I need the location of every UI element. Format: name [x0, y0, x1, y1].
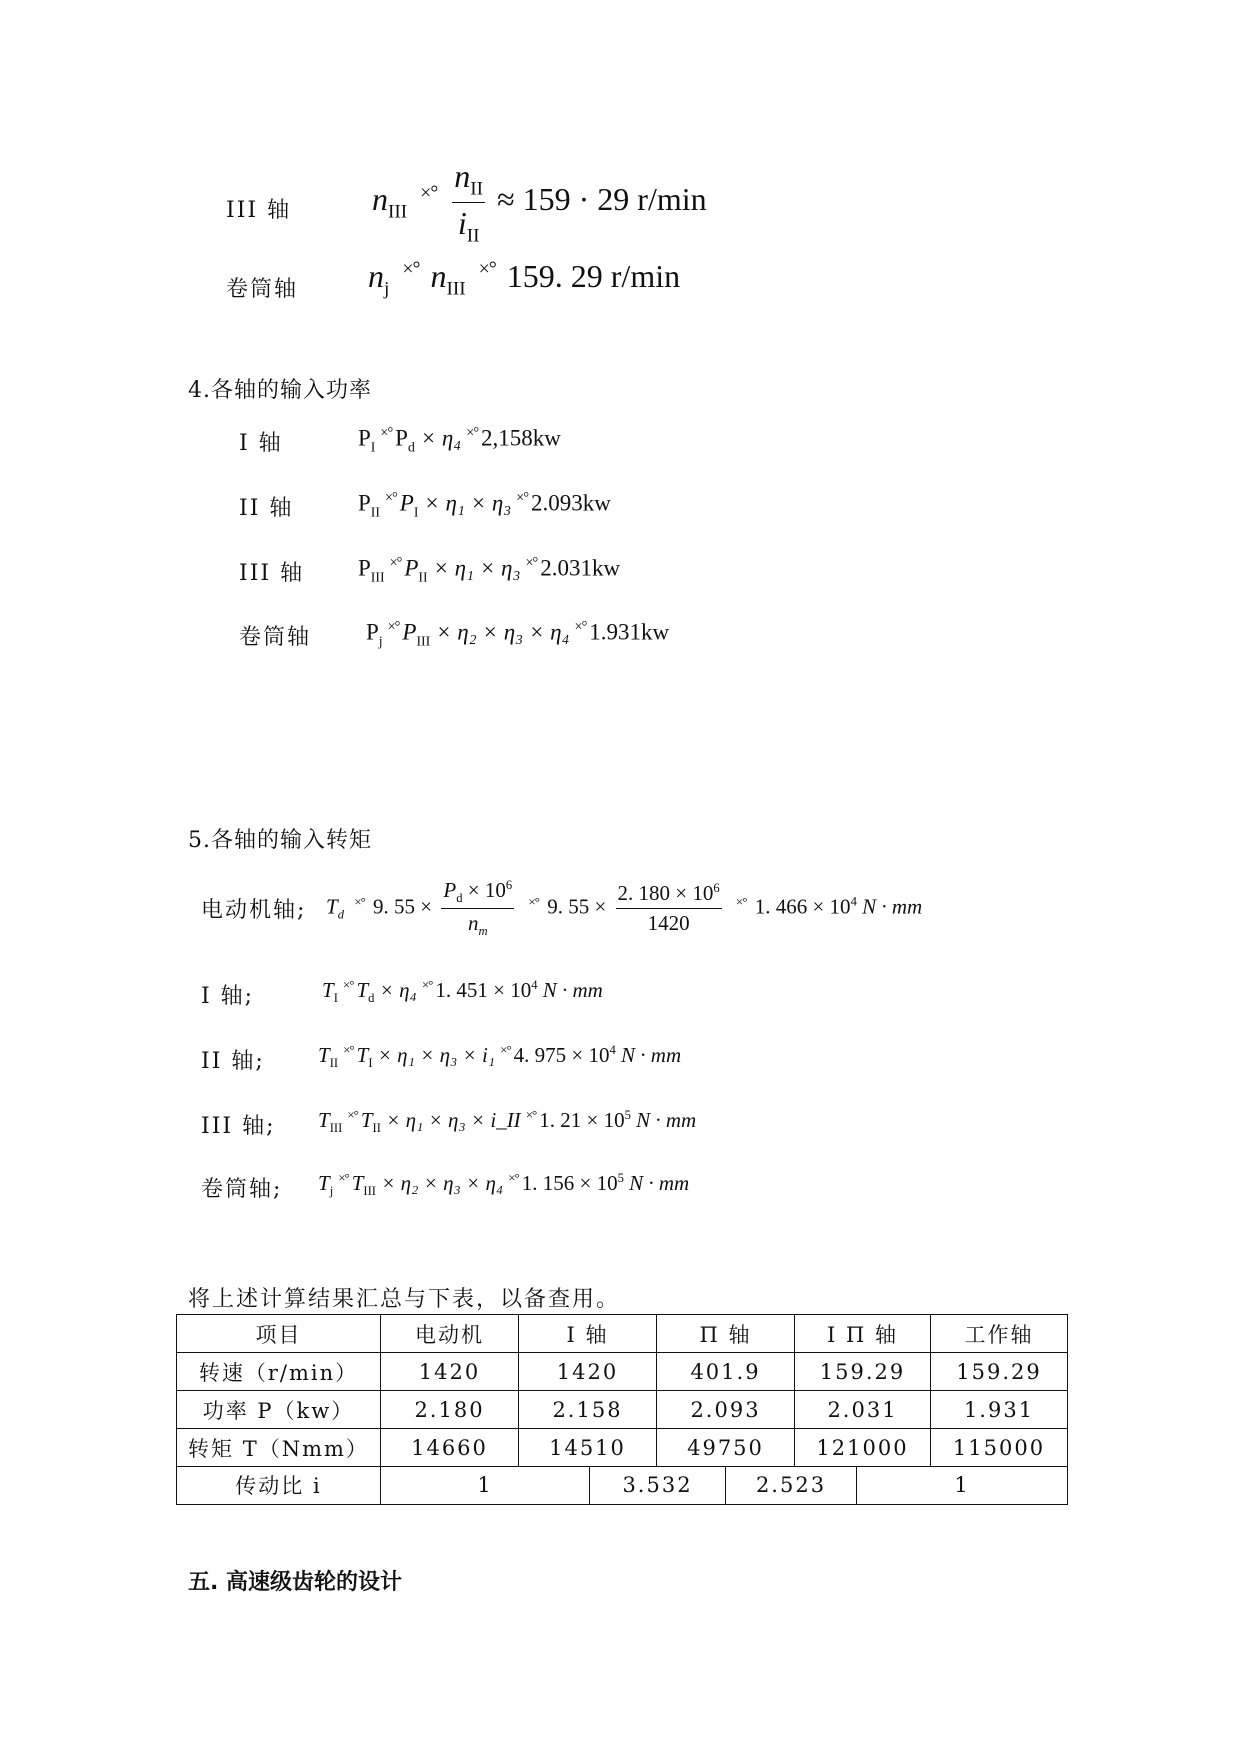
fraction: [441, 878, 514, 939]
table-cell: 401.9: [657, 1353, 795, 1391]
eq-glyph: ×°: [420, 181, 438, 204]
eq-glyph: ×°: [347, 1107, 358, 1122]
drum-speed-label: 卷筒轴: [226, 277, 299, 302]
formula-var: T: [360, 1108, 373, 1132]
shaft3-speed-formula: [372, 158, 707, 248]
formula-rest: × η₁ × η₃ × i_II: [380, 1108, 521, 1132]
formula-var: T: [356, 1043, 369, 1067]
formula-var: P: [399, 490, 414, 516]
formula-sub: I: [368, 1056, 373, 1071]
formula-var: T: [356, 978, 369, 1002]
summary-table: [176, 1314, 1068, 1467]
power-row-formula: [358, 490, 611, 520]
table-cell: 1.931: [931, 1391, 1068, 1429]
table-header-cell: 电动机: [381, 1315, 519, 1353]
power-row-label: I 轴: [239, 431, 283, 456]
table-cell: 2.031: [795, 1391, 931, 1429]
eq-glyph: ×°: [525, 1107, 537, 1122]
formula-unit: N · mm: [630, 1108, 697, 1132]
formula-sub: I: [413, 504, 419, 520]
formula-rest: × η₁ × η₃: [418, 490, 512, 516]
eq-glyph: ×°: [385, 490, 397, 506]
eq-glyph: ×°: [500, 1042, 511, 1057]
power-row-formula: [358, 555, 620, 585]
eq-glyph: ×°: [478, 258, 496, 281]
formula-coef: 9. 55 ×: [373, 894, 433, 919]
formula-sub: d: [407, 439, 415, 455]
table-cell: 2.158: [519, 1391, 657, 1429]
formula-var: T: [318, 1171, 330, 1195]
formula-var: P: [358, 425, 371, 451]
formula-result: 2.093kw: [531, 490, 611, 516]
formula-unit: N · mm: [623, 1171, 690, 1195]
formula-exp: 4: [609, 1043, 616, 1057]
shaft3-speed-label: III 轴: [226, 198, 292, 223]
torque-row-label: 卷筒轴;: [201, 1177, 283, 1202]
power-heading: 4.各轴的输入功率: [188, 378, 372, 403]
formula-sub: III: [363, 1184, 377, 1199]
formula-unit: N · mm: [862, 894, 923, 919]
formula-sub: I: [370, 439, 376, 455]
frac-num-sub: d: [456, 891, 463, 906]
table-cell: 14660: [381, 1429, 519, 1467]
formula-var: T: [322, 978, 334, 1002]
torque-row-label: III 轴;: [201, 1114, 276, 1139]
table-cell: 1: [857, 1466, 1068, 1504]
fraction: [452, 158, 485, 248]
table-cell: 3.532: [590, 1466, 726, 1504]
formula-var: T: [326, 894, 338, 919]
formula-unit: N · mm: [537, 978, 603, 1002]
formula-rest: × η₂ × η₃ × η₄: [430, 619, 570, 645]
formula-var: T: [318, 1108, 330, 1132]
table-row: [177, 1391, 1068, 1429]
table-row: [177, 1353, 1068, 1391]
table-header-cell: I 轴: [519, 1315, 657, 1353]
eq-glyph: ×°: [402, 258, 420, 281]
formula-var: P: [402, 619, 417, 645]
eq-glyph: ×°: [338, 1170, 349, 1185]
formula-result: 2,158kw: [481, 425, 561, 451]
torque-row-formula: [322, 977, 603, 1006]
formula-sub: II: [329, 1056, 339, 1071]
table-header-cell: Π 轴: [657, 1315, 795, 1353]
drum-speed-formula: [368, 258, 680, 300]
formula-result: 1. 156 × 10: [521, 1171, 618, 1195]
torque-row-formula: [318, 1170, 689, 1199]
formula-result: 1. 451 × 10: [435, 978, 532, 1002]
eq-glyph: ×°: [508, 1170, 519, 1185]
torque-row-label: II 轴;: [201, 1049, 265, 1074]
eq-glyph: ×°: [380, 425, 393, 441]
formula-sub: III: [370, 569, 385, 585]
motor-torque-formula: [326, 878, 922, 939]
formula-sub: j: [329, 1184, 334, 1199]
table-cell: 2.180: [381, 1391, 519, 1429]
formula-var: P: [404, 555, 419, 581]
formula-var: P: [358, 490, 371, 516]
formula-result: 1. 21 × 10: [539, 1108, 625, 1132]
power-row-label: 卷筒轴: [239, 625, 312, 650]
formula-sub: III: [329, 1121, 343, 1136]
power-row-formula: [366, 619, 669, 649]
table-cell: 159.29: [795, 1353, 931, 1391]
formula-var: n: [368, 258, 384, 294]
formula-var: n: [372, 181, 388, 218]
frac-den-sub: II: [466, 225, 480, 247]
summary-intro: 将上述计算结果汇总与下表，以备查用。: [188, 1287, 621, 1312]
formula-sub: III: [416, 633, 431, 649]
formula-sub: d: [368, 991, 375, 1006]
formula-var: P: [366, 619, 379, 645]
eq-glyph: ×°: [525, 555, 538, 571]
formula-result: 1.931kw: [589, 619, 670, 645]
torque-row-label: I 轴;: [201, 984, 255, 1009]
fraction: [616, 881, 722, 936]
formula-sub: II: [370, 504, 380, 520]
table-cell: 159.29: [931, 1353, 1068, 1391]
formula-result: ≈ 159 · 29 r/min: [497, 181, 707, 218]
frac-num-exp: 6: [505, 878, 513, 892]
formula-rest: × η₄: [374, 978, 417, 1002]
table-cell: 115000: [931, 1429, 1068, 1467]
formula-sub: III: [446, 278, 466, 300]
table-cell: 49750: [657, 1429, 795, 1467]
formula-sub: II: [418, 569, 428, 585]
eq-glyph: ×°: [421, 977, 433, 992]
formula-rest: × η₂ × η₃ × η₄: [376, 1171, 504, 1195]
power-row-label: II 轴: [239, 496, 294, 521]
eq-glyph: ×°: [516, 490, 529, 506]
frac-den: i: [457, 205, 467, 242]
frac-den: 1420: [647, 911, 690, 936]
frac-num: 2. 180 × 10: [617, 881, 714, 906]
formula-rest: × η₄: [414, 425, 462, 451]
section5-title: 五. 高速级齿轮的设计: [188, 1570, 403, 1595]
eq-glyph: ×°: [354, 893, 365, 909]
table-cell: 传动比 i: [177, 1466, 381, 1504]
eq-glyph: ×°: [466, 425, 479, 441]
table-cell: 2.523: [726, 1466, 857, 1504]
table-cell: 1420: [381, 1353, 519, 1391]
eq-glyph: ×°: [528, 893, 539, 909]
formula-var: P: [395, 425, 408, 451]
frac-num: P: [443, 878, 457, 902]
formula-var: T: [318, 1043, 330, 1067]
formula-sub: III: [388, 201, 408, 223]
table-cell: 14510: [519, 1429, 657, 1467]
torque-row-formula: [318, 1107, 696, 1136]
formula-var: P: [358, 555, 371, 581]
table-header-cell: 工作轴: [931, 1315, 1068, 1353]
formula-var: T: [351, 1171, 364, 1195]
summary-table-wrap: [176, 1314, 1068, 1505]
formula-sub: j: [384, 278, 390, 300]
formula-unit: N · mm: [615, 1043, 682, 1067]
formula-exp: 4: [531, 978, 538, 992]
table-cell: 121000: [795, 1429, 931, 1467]
formula-rest: × η₁ × η₃: [427, 555, 521, 581]
motor-torque-label: 电动机轴;: [201, 898, 307, 923]
torque-row-formula: [318, 1042, 681, 1071]
formula-exp: 5: [624, 1108, 631, 1122]
frac-den-sub: m: [478, 924, 488, 939]
frac-num-exp: 6: [713, 881, 720, 896]
table-cell: 1420: [519, 1353, 657, 1391]
eq-glyph: ×°: [343, 1042, 354, 1057]
formula-sub: I: [333, 991, 338, 1006]
eq-glyph: ×°: [389, 555, 402, 571]
table-cell: 转矩 T（Nmm）: [177, 1429, 381, 1467]
formula-exp: 4: [850, 894, 857, 909]
eq-glyph: ×°: [735, 893, 747, 909]
power-row-formula: [358, 425, 561, 455]
frac-num: n: [454, 158, 471, 194]
table-cell: 2.093: [657, 1391, 795, 1429]
table-header-row: [177, 1315, 1068, 1353]
eq-glyph: ×°: [342, 977, 354, 992]
eq-glyph: ×°: [387, 619, 400, 635]
table-cell: 转速（r/min）: [177, 1353, 381, 1391]
formula-var: n: [430, 258, 447, 294]
eq-glyph: ×°: [574, 619, 587, 635]
torque-heading: 5.各轴的输入转矩: [188, 828, 372, 853]
formula-result: 1. 466 × 10: [754, 894, 851, 919]
table-cell: 1: [381, 1466, 590, 1504]
frac-den: n: [467, 911, 479, 936]
power-row-label: III 轴: [239, 561, 305, 586]
formula-rest: × η₁ × η₃ × i₁: [372, 1043, 496, 1067]
ratio-table: [176, 1466, 1068, 1505]
frac-num-rest: × 10: [467, 878, 506, 902]
formula-coef: 9. 55 ×: [547, 894, 607, 919]
table-cell: 功率 P（kw）: [177, 1391, 381, 1429]
table-header-cell: I Π 轴: [795, 1315, 931, 1353]
formula-result: 4. 975 × 10: [513, 1043, 610, 1067]
formula-sub: II: [372, 1121, 381, 1136]
formula-exp: 5: [617, 1171, 624, 1185]
formula-sub: d: [337, 907, 344, 922]
formula-result: 159. 29 r/min: [506, 258, 681, 294]
table-row: [177, 1429, 1068, 1467]
table-header-cell: 项目: [177, 1315, 381, 1353]
formula-sub: j: [378, 633, 383, 649]
formula-result: 2.031kw: [540, 555, 621, 581]
frac-num-sub: II: [470, 178, 484, 200]
ratio-row: [177, 1466, 1068, 1504]
